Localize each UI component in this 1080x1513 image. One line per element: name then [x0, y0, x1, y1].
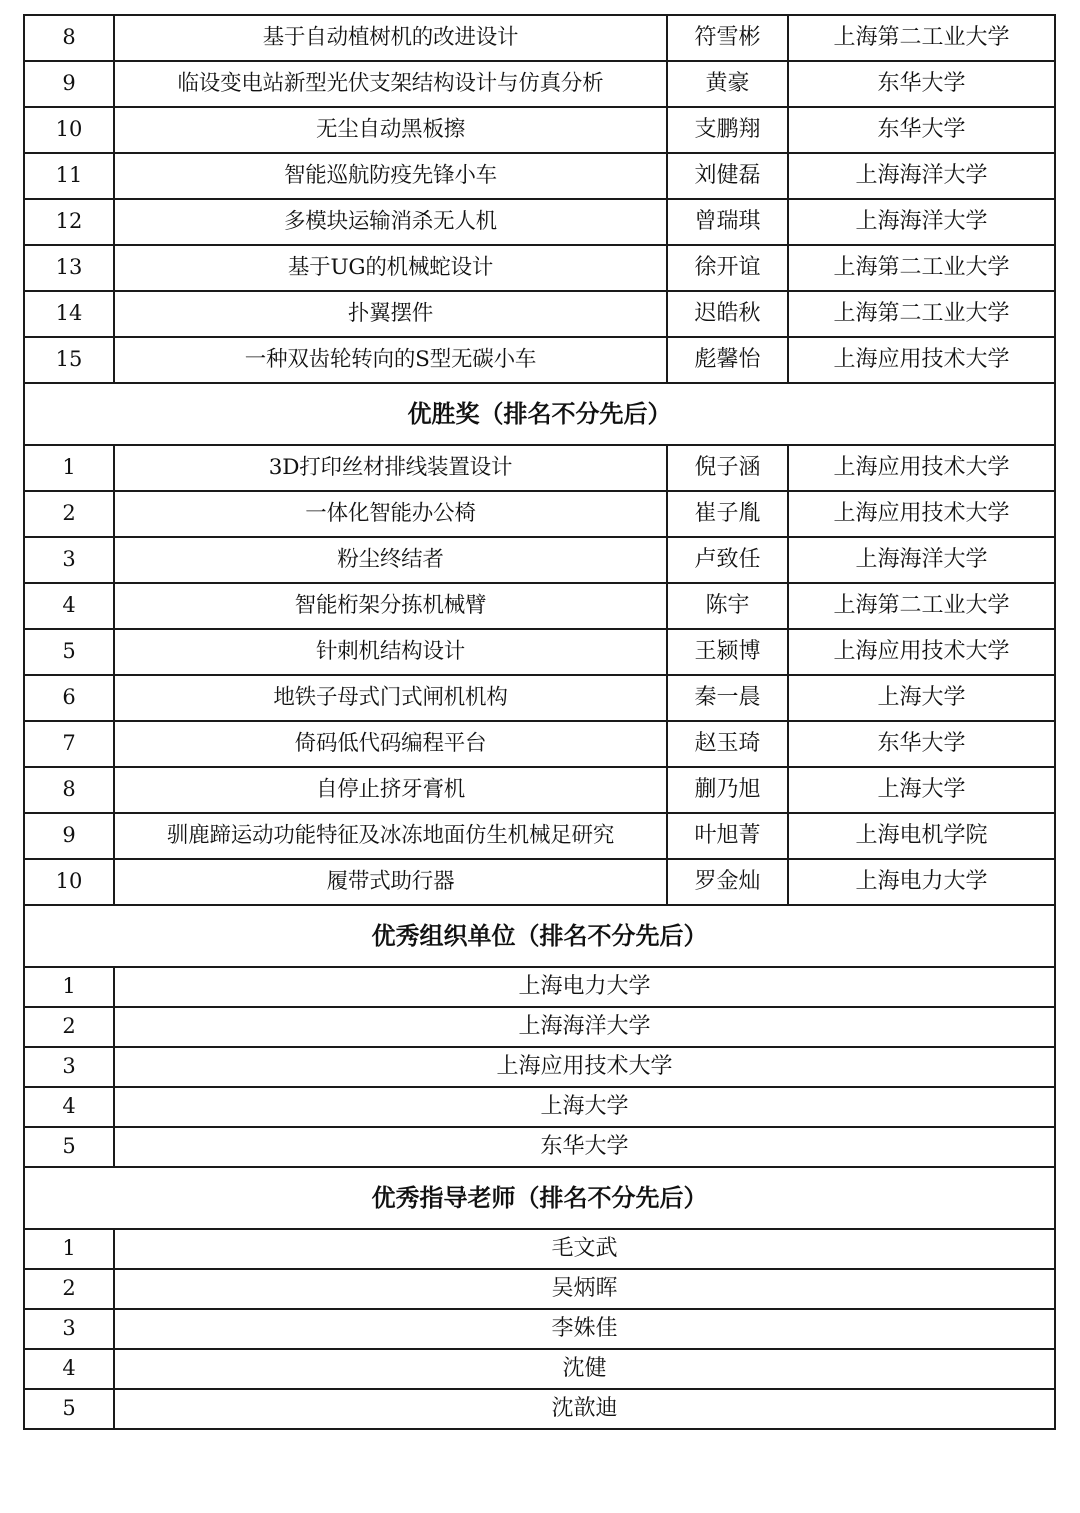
school-name: 东华大学	[788, 61, 1055, 107]
school-name: 东华大学	[788, 107, 1055, 153]
table-row	[24, 813, 1055, 859]
student-name: 黄豪	[667, 61, 788, 107]
student-name: 刘健磊	[667, 153, 788, 199]
row-number: 9	[24, 61, 114, 107]
project-title: 多模块运输消杀无人机	[114, 199, 667, 245]
section-header-advisors	[24, 1167, 1055, 1229]
project-title: 基于UG的机械蛇设计	[114, 245, 667, 291]
awards-table	[23, 14, 1056, 1430]
table-row	[24, 1349, 1055, 1389]
school-name: 上海第二工业大学	[788, 291, 1055, 337]
row-number: 7	[24, 721, 114, 767]
project-title: 粉尘终结者	[114, 537, 667, 583]
teacher-name: 沈健	[114, 1349, 1055, 1389]
table-row	[24, 1007, 1055, 1047]
project-title: 针刺机结构设计	[114, 629, 667, 675]
table-row	[24, 1087, 1055, 1127]
row-number: 4	[24, 583, 114, 629]
table-row	[24, 245, 1055, 291]
row-number: 1	[24, 1229, 114, 1269]
school-name: 上海大学	[788, 767, 1055, 813]
row-number: 2	[24, 491, 114, 537]
school-name: 上海第二工业大学	[788, 245, 1055, 291]
project-title: 3D打印丝材排线装置设计	[114, 445, 667, 491]
row-number: 6	[24, 675, 114, 721]
teacher-name: 沈歆迪	[114, 1389, 1055, 1429]
row-number: 5	[24, 629, 114, 675]
teacher-name: 毛文武	[114, 1229, 1055, 1269]
table-row	[24, 291, 1055, 337]
school-name: 上海第二工业大学	[788, 15, 1055, 61]
project-title: 基于自动植树机的改进设计	[114, 15, 667, 61]
student-name: 蒯乃旭	[667, 767, 788, 813]
table-row	[24, 537, 1055, 583]
row-number: 10	[24, 859, 114, 905]
student-name: 陈宇	[667, 583, 788, 629]
row-number: 4	[24, 1349, 114, 1389]
school-name: 上海电力大学	[788, 859, 1055, 905]
unit-name: 上海大学	[114, 1087, 1055, 1127]
student-name: 倪子涵	[667, 445, 788, 491]
project-title: 一体化智能办公椅	[114, 491, 667, 537]
unit-name: 上海应用技术大学	[114, 1047, 1055, 1087]
row-number: 3	[24, 537, 114, 583]
row-number: 5	[24, 1127, 114, 1167]
row-number: 12	[24, 199, 114, 245]
row-number: 15	[24, 337, 114, 383]
student-name: 叶旭菁	[667, 813, 788, 859]
table-row	[24, 583, 1055, 629]
student-name: 徐开谊	[667, 245, 788, 291]
student-name: 赵玉琦	[667, 721, 788, 767]
school-name: 上海大学	[788, 675, 1055, 721]
unit-name: 上海海洋大学	[114, 1007, 1055, 1047]
table-row	[24, 1127, 1055, 1167]
table-row	[24, 967, 1055, 1007]
table-row	[24, 1229, 1055, 1269]
project-title: 驯鹿蹄运动功能特征及冰冻地面仿生机械足研究	[114, 813, 667, 859]
project-title: 履带式助行器	[114, 859, 667, 905]
row-number: 8	[24, 15, 114, 61]
student-name: 彪馨怡	[667, 337, 788, 383]
school-name: 上海应用技术大学	[788, 445, 1055, 491]
table-row	[24, 445, 1055, 491]
row-number: 1	[24, 967, 114, 1007]
school-name: 上海海洋大学	[788, 199, 1055, 245]
section-heading: 优胜奖（排名不分先后）	[24, 383, 1055, 445]
table-row	[24, 61, 1055, 107]
table-row	[24, 1309, 1055, 1349]
row-number: 8	[24, 767, 114, 813]
project-title: 扑翼摆件	[114, 291, 667, 337]
student-name: 卢致任	[667, 537, 788, 583]
project-title: 智能桁架分拣机械臂	[114, 583, 667, 629]
table-row	[24, 15, 1055, 61]
project-title: 一种双齿轮转向的S型无碳小车	[114, 337, 667, 383]
table-row	[24, 107, 1055, 153]
school-name: 东华大学	[788, 721, 1055, 767]
table-row	[24, 1269, 1055, 1309]
school-name: 上海应用技术大学	[788, 337, 1055, 383]
table-row	[24, 767, 1055, 813]
table-row	[24, 1047, 1055, 1087]
table-row	[24, 629, 1055, 675]
teacher-name: 李姝佳	[114, 1309, 1055, 1349]
project-title: 自停止挤牙膏机	[114, 767, 667, 813]
school-name: 上海海洋大学	[788, 153, 1055, 199]
row-number: 3	[24, 1047, 114, 1087]
project-title: 倚码低代码编程平台	[114, 721, 667, 767]
row-number: 14	[24, 291, 114, 337]
school-name: 上海海洋大学	[788, 537, 1055, 583]
row-number: 11	[24, 153, 114, 199]
row-number: 4	[24, 1087, 114, 1127]
teacher-name: 吴炳晖	[114, 1269, 1055, 1309]
section-heading: 优秀指导老师（排名不分先后）	[24, 1167, 1055, 1229]
row-number: 1	[24, 445, 114, 491]
student-name: 王颍博	[667, 629, 788, 675]
table-row	[24, 675, 1055, 721]
row-number: 5	[24, 1389, 114, 1429]
row-number: 2	[24, 1007, 114, 1047]
awards-document	[23, 14, 1054, 1430]
row-number: 10	[24, 107, 114, 153]
school-name: 上海电机学院	[788, 813, 1055, 859]
project-title: 无尘自动黑板擦	[114, 107, 667, 153]
section-header-organizing-units	[24, 905, 1055, 967]
table-row	[24, 491, 1055, 537]
row-number: 3	[24, 1309, 114, 1349]
student-name: 崔子胤	[667, 491, 788, 537]
school-name: 上海应用技术大学	[788, 491, 1055, 537]
table-row	[24, 337, 1055, 383]
table-row	[24, 721, 1055, 767]
school-name: 上海应用技术大学	[788, 629, 1055, 675]
row-number: 13	[24, 245, 114, 291]
project-title: 地铁子母式门式闸机机构	[114, 675, 667, 721]
table-row	[24, 199, 1055, 245]
student-name: 符雪彬	[667, 15, 788, 61]
school-name: 上海第二工业大学	[788, 583, 1055, 629]
project-title: 临设变电站新型光伏支架结构设计与仿真分析	[114, 61, 667, 107]
row-number: 2	[24, 1269, 114, 1309]
student-name: 罗金灿	[667, 859, 788, 905]
section-header-excellence-award	[24, 383, 1055, 445]
student-name: 曾瑞琪	[667, 199, 788, 245]
student-name: 支鹏翔	[667, 107, 788, 153]
student-name: 秦一晨	[667, 675, 788, 721]
unit-name: 上海电力大学	[114, 967, 1055, 1007]
student-name: 迟皓秋	[667, 291, 788, 337]
row-number: 9	[24, 813, 114, 859]
table-row	[24, 1389, 1055, 1429]
project-title: 智能巡航防疫先锋小车	[114, 153, 667, 199]
section-heading: 优秀组织单位（排名不分先后）	[24, 905, 1055, 967]
table-row	[24, 859, 1055, 905]
table-row	[24, 153, 1055, 199]
unit-name: 东华大学	[114, 1127, 1055, 1167]
